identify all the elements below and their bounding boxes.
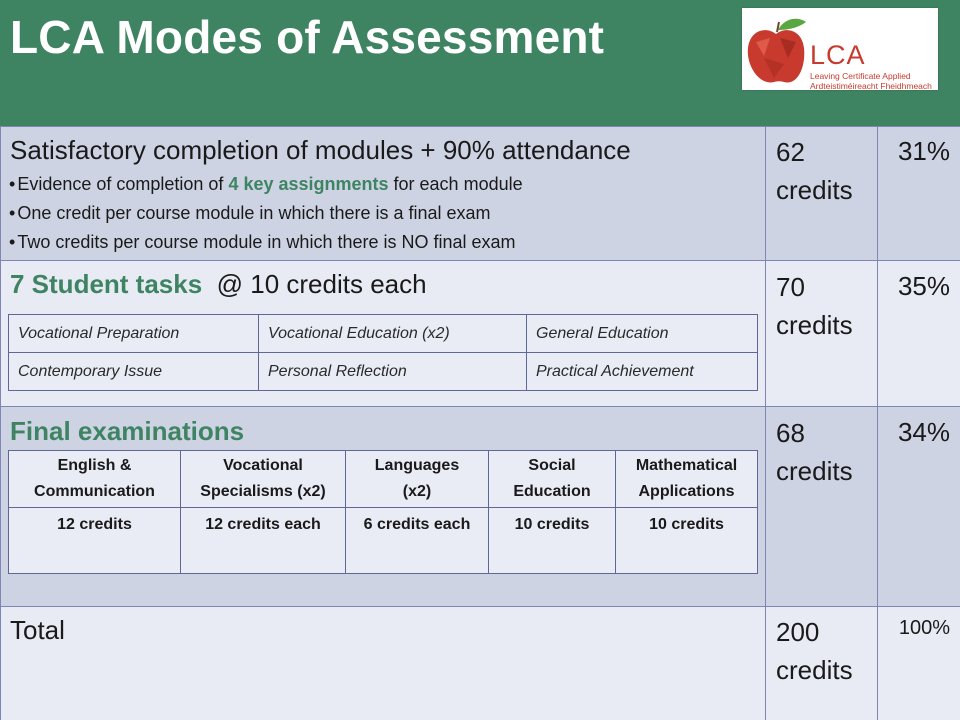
final-exams-table (8, 450, 758, 574)
exams-percent: 34% (897, 417, 950, 447)
table-cell: 12 credits (9, 508, 181, 574)
header-line: (x2) (402, 483, 432, 500)
bullet-text: for each module (388, 174, 523, 194)
table-cell: Vocational Education (x2) (259, 315, 527, 353)
header-line: Communication (34, 483, 155, 500)
credits-word: credits (776, 175, 853, 205)
lca-logo (742, 8, 938, 90)
total-percent: 100% (898, 617, 950, 639)
total-label: Total (10, 615, 65, 645)
table-cell: 10 credits (489, 508, 616, 574)
list-item: • Two credits per course module in which there is NO final exam (9, 228, 523, 257)
table-row (9, 353, 758, 391)
header-line: English & (57, 457, 132, 474)
credits-value: 68 (776, 418, 805, 448)
table-row (9, 508, 758, 574)
credits-word: credits (776, 456, 853, 486)
tasks-credits (776, 268, 853, 344)
exams-heading: Final examinations (10, 416, 245, 446)
modules-percent: 31% (897, 136, 950, 166)
table-header (346, 451, 489, 508)
apple-icon (744, 8, 808, 90)
bullet-text: Evidence of completion of (17, 174, 229, 194)
title-bar (0, 0, 960, 126)
row-divider (0, 260, 960, 261)
header-line: Mathematical (635, 457, 738, 474)
table-cell: Personal Reflection (259, 353, 527, 391)
table-header (9, 451, 181, 508)
row-divider (0, 126, 960, 127)
header-line: Vocational (223, 457, 303, 474)
header-line: Applications (638, 483, 735, 500)
logo-subtitle-en: Leaving Certificate Applied (810, 71, 911, 81)
table-header (616, 451, 758, 508)
column-divider (0, 126, 1, 720)
header-line: Education (513, 483, 591, 500)
list-item: • One credit per course module in which there is a final exam (9, 199, 523, 228)
header-line: Specialisms (x2) (200, 483, 326, 500)
row-divider (0, 606, 960, 607)
table-header (181, 451, 346, 508)
table-row (9, 451, 758, 508)
table-cell: Contemporary Issue (9, 353, 259, 391)
tasks-heading-highlight: 7 Student tasks (10, 269, 203, 299)
credits-word: credits (776, 655, 853, 685)
table-cell: 10 credits (616, 508, 758, 574)
table-cell: Practical Achievement (527, 353, 758, 391)
table-cell: 6 credits each (346, 508, 489, 574)
header-line: Languages (374, 457, 460, 474)
exams-credits (776, 414, 853, 490)
page-title: LCA Modes of Assessment (10, 11, 605, 63)
table-cell: Vocational Preparation (9, 315, 259, 353)
table-cell: General Education (527, 315, 758, 353)
table-header (489, 451, 616, 508)
logo-text: LCA (810, 40, 866, 70)
tasks-heading-rest: @ 10 credits each (216, 269, 427, 299)
table-row (9, 315, 758, 353)
credits-value: 200 (776, 617, 820, 647)
header-line: Social (528, 457, 576, 474)
credits-word: credits (776, 310, 853, 340)
column-divider (765, 126, 766, 720)
modules-bullet-list (9, 170, 523, 257)
modules-credits (776, 133, 853, 209)
key-assignments-highlight: 4 key assignments (228, 174, 389, 194)
credits-value: 70 (776, 272, 805, 302)
tasks-percent: 35% (897, 271, 950, 301)
logo-subtitle-ga: Ardteistiméireacht Fheidhmeach (810, 81, 932, 91)
list-item (9, 170, 523, 199)
row-divider (0, 406, 960, 407)
modules-heading: Satisfactory completion of modules + 90% attendance (10, 135, 631, 165)
table-cell: 12 credits each (181, 508, 346, 574)
tasks-heading (10, 269, 427, 300)
total-credits (776, 613, 853, 689)
student-tasks-table (8, 314, 758, 391)
column-divider (877, 126, 878, 720)
credits-value: 62 (776, 137, 805, 167)
